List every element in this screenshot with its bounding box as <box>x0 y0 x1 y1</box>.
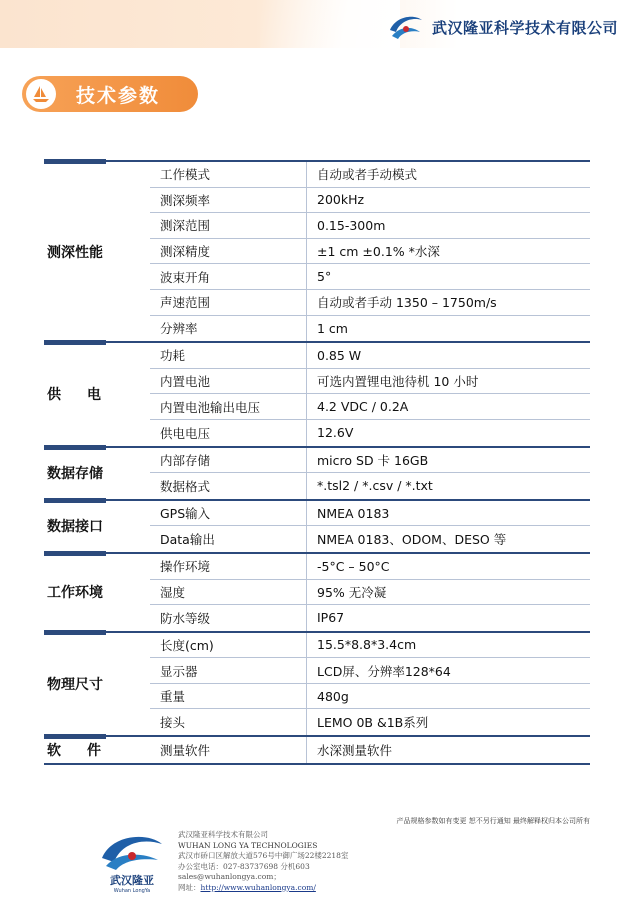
group-label: 供电 <box>47 387 127 404</box>
param-value: IP67 <box>306 605 590 631</box>
spec-row <box>150 290 590 316</box>
group-label: 测深性能 <box>47 244 103 261</box>
footer-contact <box>178 830 348 894</box>
param-name: 分辨率 <box>160 321 198 337</box>
param-name: 内置电池输出电压 <box>160 399 261 415</box>
spec-row <box>150 501 590 527</box>
spec-row <box>150 684 590 710</box>
spec-group <box>44 633 590 737</box>
param-name: 内置电池 <box>160 374 211 390</box>
spec-group <box>44 343 590 447</box>
param-name: 重量 <box>160 689 186 705</box>
param-name: 显示器 <box>160 663 198 679</box>
param-value: *.tsl2 / *.csv / *.txt <box>306 473 590 499</box>
param-value: 4.2 VDC / 0.2A <box>306 394 590 419</box>
param-value: 200kHz <box>306 188 590 213</box>
spec-table <box>44 160 590 765</box>
param-name: GPS输入 <box>160 506 211 522</box>
param-name: 防水等级 <box>160 610 211 626</box>
param-name: 数据格式 <box>160 478 211 494</box>
spec-row <box>150 264 590 290</box>
spec-group <box>44 448 590 501</box>
spec-row <box>150 526 590 552</box>
param-value: 0.15-300m <box>306 213 590 238</box>
spec-row <box>150 239 590 265</box>
param-name: 供电电压 <box>160 425 211 441</box>
param-value: 480g <box>306 684 590 709</box>
spec-row <box>150 213 590 239</box>
param-value: 5° <box>306 264 590 289</box>
param-name: 接头 <box>160 715 186 731</box>
spec-row <box>150 343 590 369</box>
spec-row <box>150 369 590 395</box>
spec-row <box>150 473 590 499</box>
company-name: 武汉隆亚科学技术有限公司 <box>431 18 618 37</box>
param-value: 可选内置锂电池待机 10 小时 <box>306 369 590 394</box>
spec-row <box>150 580 590 606</box>
footer-email[interactable]: sales@wuhanlongya.com； <box>178 872 281 882</box>
spec-group <box>44 554 590 633</box>
param-value: 15.5*8.8*3.4cm <box>306 633 590 658</box>
param-name: 工作模式 <box>160 167 211 183</box>
param-name: 湿度 <box>160 584 186 600</box>
param-value: 12.6V <box>306 420 590 446</box>
spec-row <box>150 188 590 214</box>
footer-logo-icon <box>92 828 172 894</box>
param-value: NMEA 0183、ODOM、DESO 等 <box>306 526 590 552</box>
footer-address: 武汉市硚口区解放大道576号中御广场22楼2218室 <box>178 851 349 861</box>
param-value: -5°C – 50°C <box>306 554 590 579</box>
spec-row <box>150 554 590 580</box>
param-name: 测量软件 <box>160 742 211 758</box>
wave-logo-icon <box>386 12 426 42</box>
spec-row <box>150 737 590 763</box>
spec-row <box>150 420 590 446</box>
sailboat-icon <box>26 79 56 109</box>
param-value: LEMO 0B &1B系列 <box>306 709 590 735</box>
param-name: 声速范围 <box>160 295 211 311</box>
spec-row <box>150 316 590 342</box>
footer-website-label: 网址： <box>178 882 201 892</box>
footer-website-line <box>178 883 348 894</box>
param-name: Data输出 <box>160 532 215 548</box>
param-value: LCD屏、分辨率128*64 <box>306 658 590 683</box>
param-name: 测深频率 <box>160 192 211 208</box>
spec-group <box>44 501 590 554</box>
group-label: 数据存储 <box>47 466 103 483</box>
footer-phone: 办公室电话：027-83737698 分机603 <box>178 861 310 871</box>
footer-website-link[interactable]: http://www.wuhanlongya.com/ <box>200 882 316 892</box>
footer-company-cn: 武汉隆亚科学技术有限公司 <box>178 830 268 839</box>
param-name: 操作环境 <box>160 559 211 575</box>
footer-logo-text: 武汉隆亚 <box>110 874 154 887</box>
param-value: micro SD 卡 16GB <box>306 448 590 473</box>
param-name: 测深精度 <box>160 244 211 260</box>
group-label: 软件 <box>47 742 127 759</box>
group-label: 工作环境 <box>47 585 103 602</box>
spec-row <box>150 162 590 188</box>
param-value: 自动或者手动模式 <box>306 162 590 187</box>
group-label: 物理尺寸 <box>47 676 103 693</box>
section-title: 技术参数 <box>76 84 161 107</box>
footer-company-en: WUHAN LONG YA TECHNOLOGIES <box>178 840 318 850</box>
param-name: 功耗 <box>160 348 186 364</box>
spec-row <box>150 658 590 684</box>
param-value: NMEA 0183 <box>306 501 590 526</box>
spec-row <box>150 448 590 474</box>
section-tab <box>22 76 198 112</box>
spec-row <box>150 633 590 659</box>
param-name: 内部存储 <box>160 452 211 468</box>
param-value: 95% 无冷凝 <box>306 580 590 605</box>
param-value: 1 cm <box>306 316 590 342</box>
param-name: 测深范围 <box>160 218 211 234</box>
spec-group <box>44 160 590 343</box>
spec-row <box>150 394 590 420</box>
param-value: 0.85 W <box>306 343 590 368</box>
param-name: 波束开角 <box>160 269 211 285</box>
company-brand <box>386 12 618 42</box>
footer-logo-sub: Wuhan LongYa <box>113 888 151 894</box>
spec-row <box>150 709 590 735</box>
param-name: 长度(cm) <box>160 637 214 653</box>
param-value: 自动或者手动 1350 – 1750m/s <box>306 290 590 315</box>
param-value: 水深测量软件 <box>306 737 590 763</box>
spec-group <box>44 737 590 765</box>
group-label: 数据接口 <box>47 519 103 536</box>
disclaimer-note: 产品规格参数如有变更 恕不另行通知 最终解释权归本公司所有 <box>396 817 590 825</box>
param-value: ±1 cm ±0.1% *水深 <box>306 239 590 264</box>
spec-row <box>150 605 590 631</box>
